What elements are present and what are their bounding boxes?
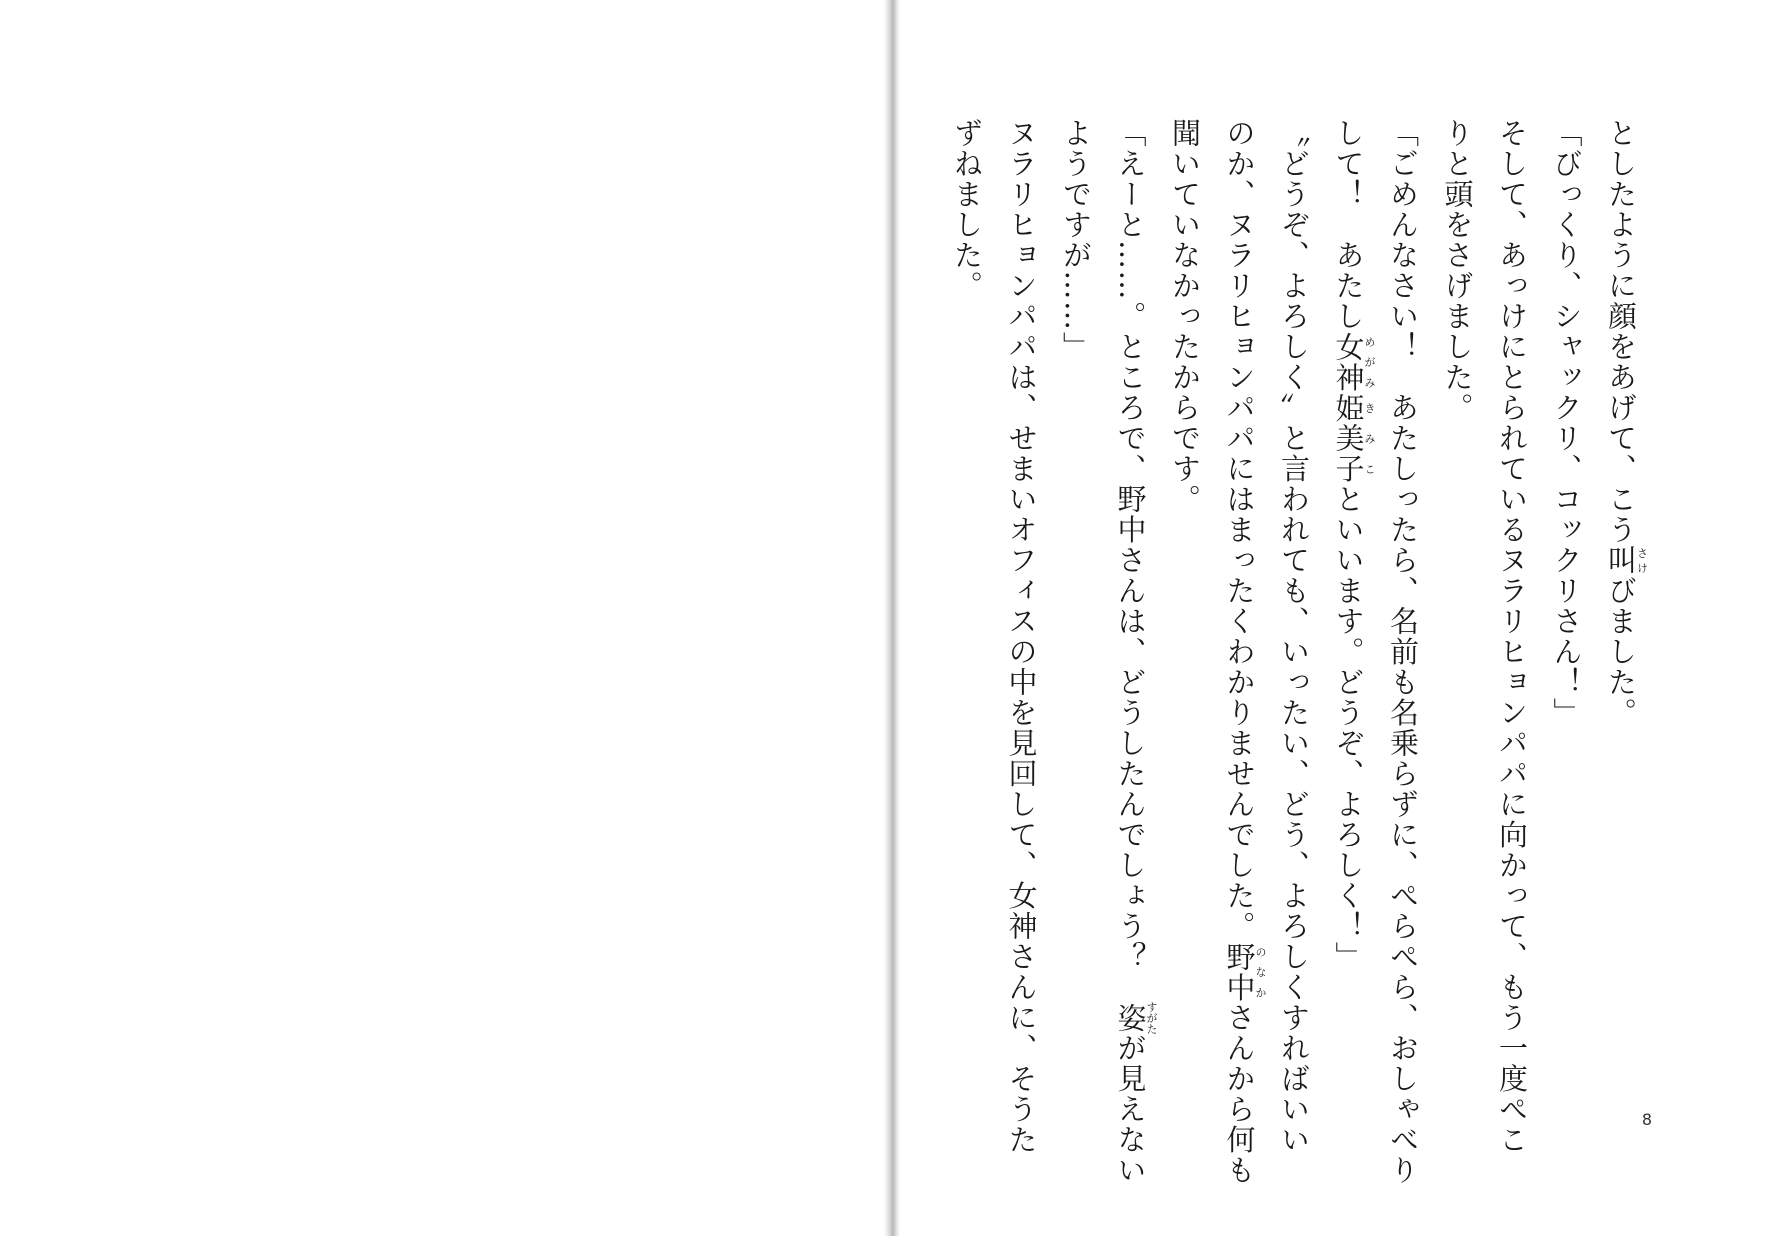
furigana: のなか bbox=[1254, 941, 1267, 1003]
text-line bbox=[1049, 118, 1104, 1108]
text-line bbox=[1376, 118, 1431, 1186]
text-line bbox=[1212, 118, 1267, 1186]
text-segment: 聞いていなかったからです。 bbox=[1168, 118, 1202, 515]
text-line bbox=[1539, 118, 1594, 1108]
text-segment: 〝どうぞ、よろしく〟と言われても、いったい、どう、よろしくすればいい bbox=[1277, 118, 1311, 1155]
text-segment: 「ごめんなさい！ あたしったら、名前も名乗らずに、ぺらぺら、おしゃべり bbox=[1386, 118, 1420, 1186]
text-segment: そして、あっけにとられているヌラリヒョンパパに向かって、もう一度ぺこ bbox=[1495, 118, 1529, 1155]
text-segment: のか、ヌラリヒョンパパにはまったくわかりませんでした。 bbox=[1222, 118, 1257, 942]
furigana: すがた bbox=[1145, 1001, 1158, 1035]
text-segment: りと頭をさげました。 bbox=[1440, 118, 1475, 423]
ruby-base: 姿 bbox=[1113, 1001, 1148, 1035]
text-segment: ずねました。 bbox=[950, 118, 984, 301]
text-line bbox=[1321, 118, 1376, 1108]
page-gutter bbox=[884, 0, 900, 1236]
ruby-base: 美子 bbox=[1331, 423, 1366, 484]
right-page bbox=[900, 0, 1776, 1236]
text-segment: ヌラリヒョンパパは、せまいオフィスの中を見回して、女神さんに、そうた bbox=[1004, 118, 1039, 1155]
text-segment: 「えーと……。ところで、野中さんは、どうしたんでしょう？ bbox=[1113, 118, 1148, 1003]
text-line bbox=[1485, 118, 1540, 1155]
text-segment: びました。 bbox=[1604, 575, 1638, 728]
text-segment: して！ あたし bbox=[1331, 118, 1366, 332]
furigana: き bbox=[1363, 392, 1376, 423]
ruby-word bbox=[1113, 1001, 1158, 1035]
text-line bbox=[1267, 118, 1322, 1155]
text-segment: が見えない bbox=[1113, 1033, 1148, 1186]
ruby-base: 女神 bbox=[1331, 331, 1366, 393]
ruby-base: 叫 bbox=[1604, 545, 1638, 576]
text-line bbox=[1103, 118, 1158, 1186]
furigana: さけ bbox=[1635, 545, 1649, 576]
text-line bbox=[1430, 118, 1485, 1108]
ruby-word bbox=[1331, 392, 1376, 424]
text-segment: といいます。どうぞ、よろしく！」 bbox=[1331, 484, 1366, 972]
furigana: みこ bbox=[1363, 423, 1376, 484]
text-segment: さんから何も bbox=[1222, 1002, 1257, 1186]
ruby-word bbox=[1331, 331, 1376, 393]
text-segment: ようですが……」 bbox=[1059, 118, 1093, 362]
ruby-word bbox=[1331, 423, 1376, 484]
text-line bbox=[940, 118, 995, 1108]
left-page-blank bbox=[0, 0, 884, 1236]
text-segment: としたように顔をあげて、こう bbox=[1604, 118, 1638, 545]
ruby-word bbox=[1604, 545, 1649, 576]
furigana: めがみ bbox=[1363, 331, 1376, 393]
text-segment: 「びっくり、シャックリ、コックリさん！」 bbox=[1549, 118, 1584, 728]
ruby-base: 野中 bbox=[1222, 941, 1257, 1003]
text-line bbox=[1158, 118, 1213, 1108]
ruby-word bbox=[1222, 941, 1267, 1003]
vertical-text-block bbox=[940, 118, 1649, 1186]
text-line bbox=[1594, 118, 1649, 1108]
page-number: 8 bbox=[1641, 1110, 1652, 1129]
ruby-base: 姫 bbox=[1331, 392, 1366, 423]
text-line bbox=[994, 118, 1049, 1155]
